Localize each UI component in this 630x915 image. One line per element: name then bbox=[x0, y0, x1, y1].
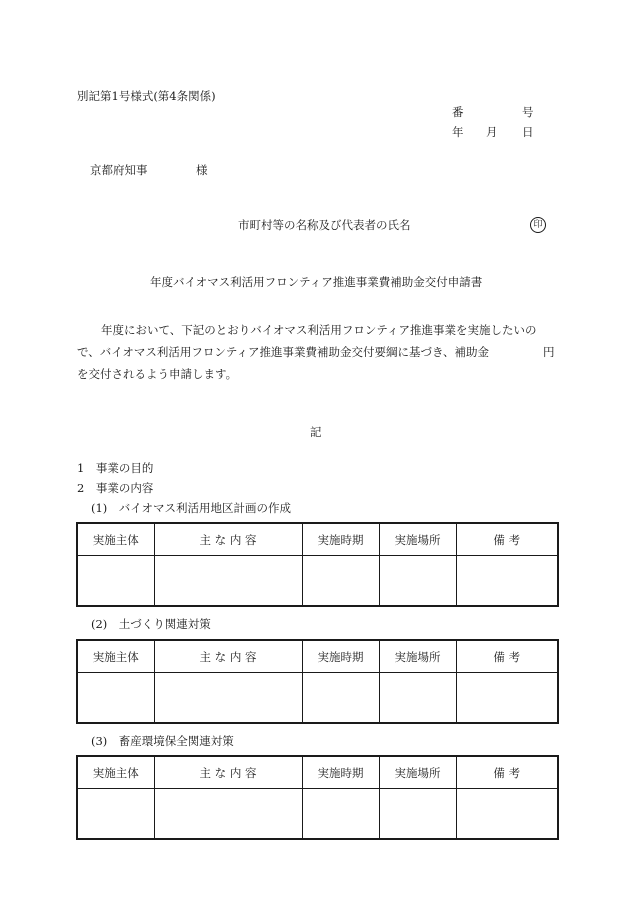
table-header-row bbox=[77, 640, 558, 673]
addressee-honorific: 様 bbox=[196, 163, 208, 177]
header-jisshi-shutai: 実施主体 bbox=[77, 523, 154, 556]
table-section-1 bbox=[76, 522, 559, 607]
body-line-2b: 円 bbox=[543, 345, 555, 359]
number-label-go: 号 bbox=[522, 105, 534, 119]
body-line-3: を交付されるよう申請します。 bbox=[77, 367, 238, 381]
date-month-label: 月 bbox=[486, 125, 498, 139]
cell-empty[interactable] bbox=[456, 556, 558, 607]
cell-empty[interactable] bbox=[77, 673, 154, 724]
header-jisshi-shutai: 実施主体 bbox=[77, 756, 154, 789]
cell-empty[interactable] bbox=[77, 789, 154, 840]
table-row bbox=[77, 789, 558, 840]
header-location: 実施場所 bbox=[379, 523, 456, 556]
header-remarks: 備 考 bbox=[456, 756, 558, 789]
header-period: 実施時期 bbox=[302, 523, 379, 556]
header-main-content: 主 な 内 容 bbox=[154, 523, 302, 556]
cell-empty[interactable] bbox=[302, 556, 379, 607]
cell-empty[interactable] bbox=[154, 556, 302, 607]
cell-empty[interactable] bbox=[302, 789, 379, 840]
date-year-label: 年 bbox=[452, 125, 464, 139]
cell-empty[interactable] bbox=[456, 789, 558, 840]
header-main-content: 主 な 内 容 bbox=[154, 756, 302, 789]
applicant-line: 市町村等の名称及び代表者の氏名 bbox=[238, 218, 411, 232]
header-remarks: 備 考 bbox=[456, 640, 558, 673]
section-2-label: (2) 土づくり関連対策 bbox=[91, 617, 211, 631]
section-1-label: (1) バイオマス利活用地区計画の作成 bbox=[91, 501, 291, 515]
cell-empty[interactable] bbox=[379, 673, 456, 724]
table-header-row bbox=[77, 756, 558, 789]
item-1: 1 事業の目的 bbox=[77, 461, 154, 475]
cell-empty[interactable] bbox=[302, 673, 379, 724]
header-remarks: 備 考 bbox=[456, 523, 558, 556]
cell-empty[interactable] bbox=[379, 556, 456, 607]
body-line-2a: で、バイオマス利活用フロンティア推進事業費補助金交付要綱に基づき、補助金 bbox=[77, 345, 490, 359]
addressee-name: 京都府知事 bbox=[90, 163, 148, 177]
item-2: 2 事業の内容 bbox=[77, 481, 154, 495]
header-main-content: 主 な 内 容 bbox=[154, 640, 302, 673]
cell-empty[interactable] bbox=[456, 673, 558, 724]
table-row bbox=[77, 556, 558, 607]
form-label: 別記第1号様式(第4条関係) bbox=[77, 89, 216, 103]
cell-empty[interactable] bbox=[379, 789, 456, 840]
table-header-row bbox=[77, 523, 558, 556]
header-location: 実施場所 bbox=[379, 756, 456, 789]
document-title: 年度バイオマス利活用フロンティア推進事業費補助金交付申請書 bbox=[150, 275, 483, 289]
date-day-label: 日 bbox=[522, 125, 534, 139]
body-line-1: 年度において、下記のとおりバイオマス利活用フロンティア推進事業を実施したいの bbox=[101, 323, 537, 337]
seal-mark bbox=[530, 216, 546, 233]
header-location: 実施場所 bbox=[379, 640, 456, 673]
cell-empty[interactable] bbox=[154, 789, 302, 840]
header-period: 実施時期 bbox=[302, 756, 379, 789]
section-3-label: (3) 畜産環境保全関連対策 bbox=[91, 734, 234, 748]
number-label-ban: 番 bbox=[452, 105, 464, 119]
table-section-2 bbox=[76, 639, 559, 724]
cell-empty[interactable] bbox=[154, 673, 302, 724]
seal-char: 印 bbox=[530, 217, 546, 233]
cell-empty[interactable] bbox=[77, 556, 154, 607]
header-period: 実施時期 bbox=[302, 640, 379, 673]
header-jisshi-shutai: 実施主体 bbox=[77, 640, 154, 673]
ki-heading: 記 bbox=[310, 425, 322, 439]
table-row bbox=[77, 673, 558, 724]
table-section-3 bbox=[76, 755, 559, 840]
